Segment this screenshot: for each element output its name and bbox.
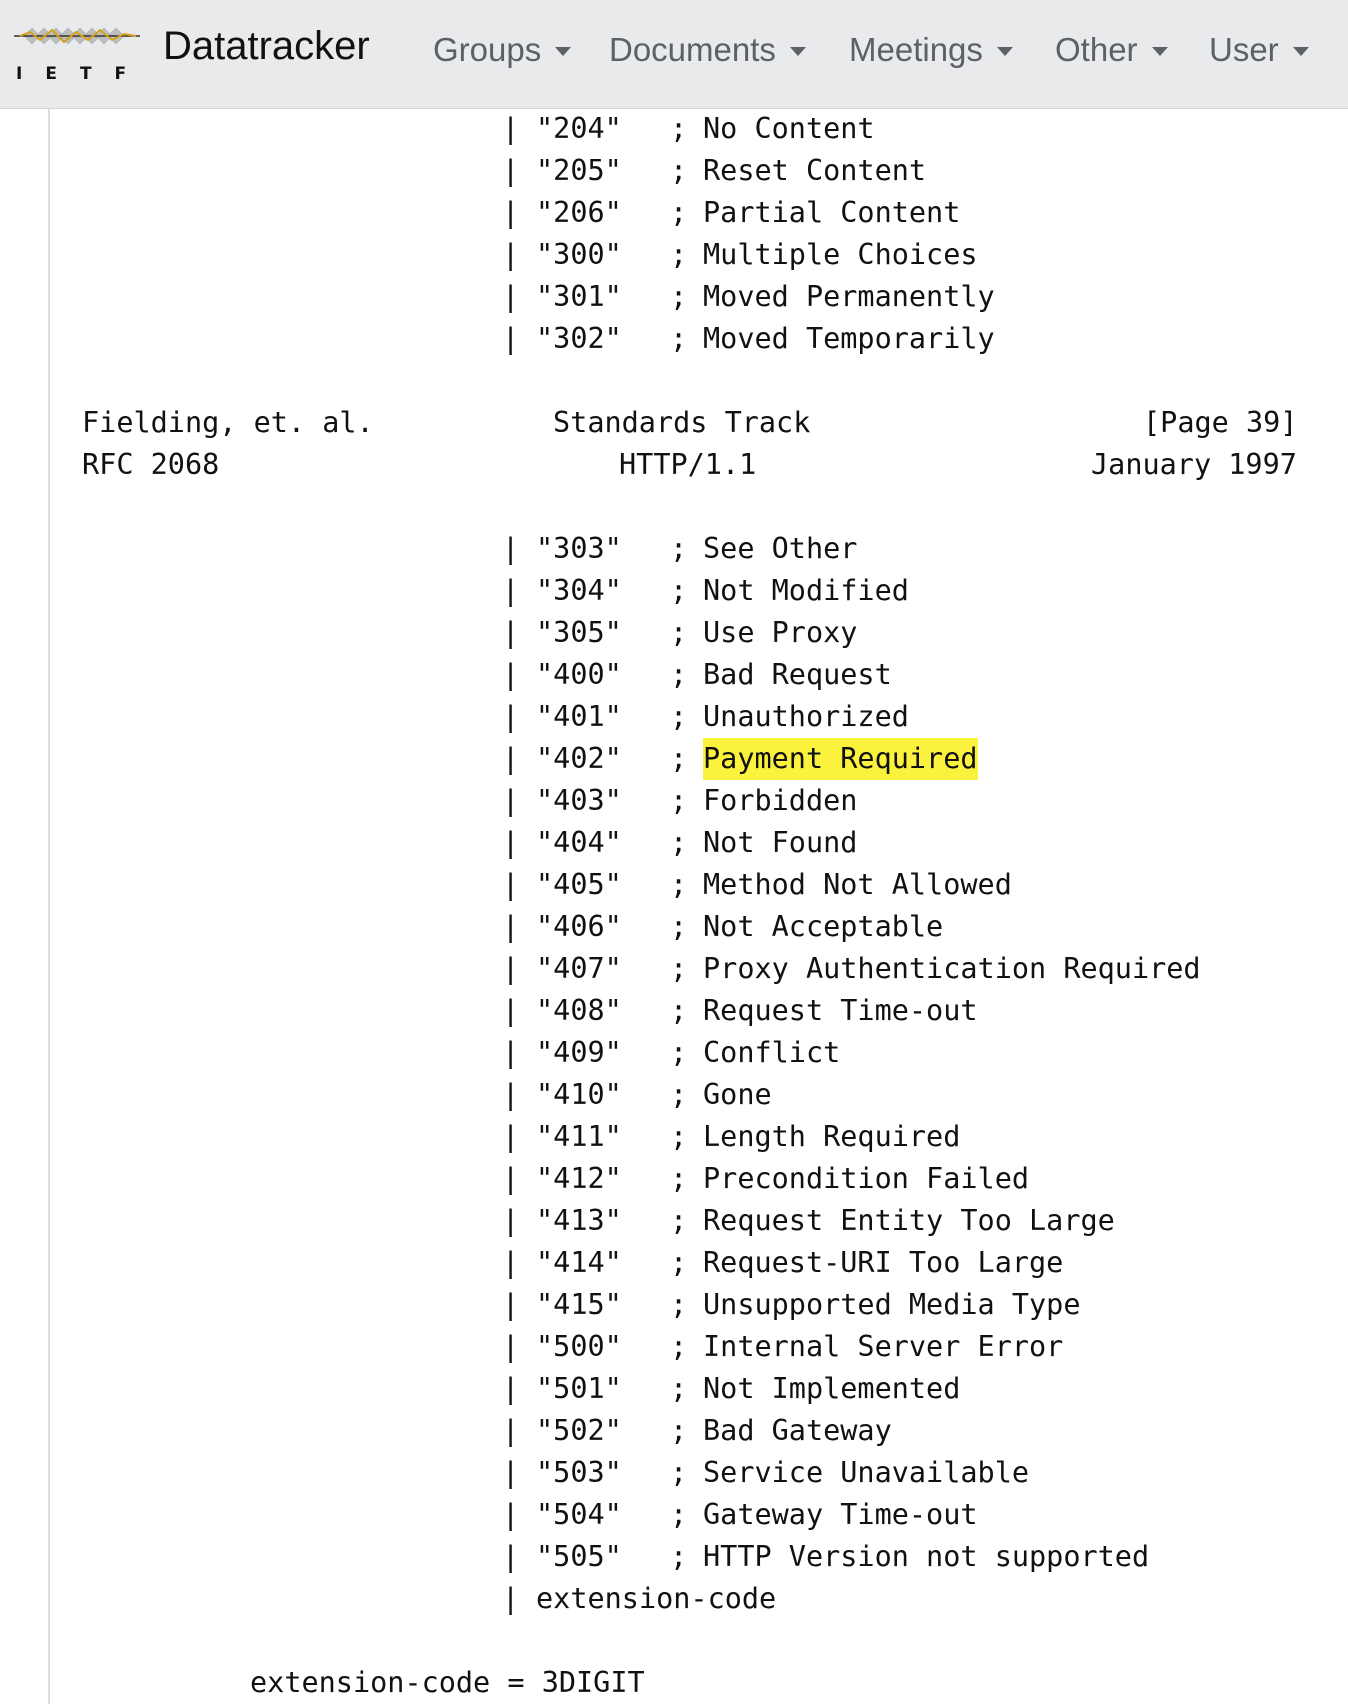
- status-code: "414": [536, 1246, 622, 1279]
- status-code: "411": [536, 1120, 622, 1153]
- ietf-logo-icon: [14, 18, 140, 58]
- status-code: "415": [536, 1288, 622, 1321]
- ietf-logo[interactable]: [14, 18, 150, 88]
- reason-phrase: No Content: [703, 112, 875, 145]
- caret-down-icon: [1152, 47, 1168, 56]
- status-code: "402": [536, 742, 622, 775]
- reason-phrase: Conflict: [703, 1036, 841, 1069]
- status-code: "304": [536, 574, 622, 607]
- status-code: "204": [536, 112, 622, 145]
- reason-phrase: Not Acceptable: [703, 910, 944, 943]
- alternation-bar: |: [502, 196, 520, 229]
- alternation-bar: |: [502, 1036, 520, 1069]
- alternation-bar: |: [502, 952, 520, 985]
- alternation-bar: |: [502, 1414, 520, 1447]
- alternation-bar: |: [502, 868, 520, 901]
- comment-marker: ;: [670, 868, 688, 901]
- alternation-bar: |: [502, 1162, 520, 1195]
- alternation-bar: |: [502, 1456, 520, 1489]
- status-code: "412": [536, 1162, 622, 1195]
- caret-down-icon: [1293, 47, 1309, 56]
- header-rfc-number: RFC 2068: [82, 448, 220, 481]
- status-code: "410": [536, 1078, 622, 1111]
- comment-marker: ;: [670, 1372, 688, 1405]
- comment-marker: ;: [670, 1246, 688, 1279]
- comment-marker: ;: [670, 1414, 688, 1447]
- reason-phrase: Forbidden: [703, 784, 858, 817]
- caret-down-icon: [790, 47, 806, 56]
- alternation-bar: |: [502, 784, 520, 817]
- alternation-bar: |: [502, 280, 520, 313]
- comment-marker: ;: [670, 1204, 688, 1237]
- header-title: HTTP/1.1: [619, 448, 757, 481]
- nav-meetings[interactable]: [849, 28, 1013, 72]
- reason-phrase: Payment Required: [703, 738, 978, 780]
- status-code: "501": [536, 1372, 622, 1405]
- status-code: "503": [536, 1456, 622, 1489]
- reason-phrase: Use Proxy: [703, 616, 858, 649]
- comment-marker: ;: [670, 1078, 688, 1111]
- status-code: "408": [536, 994, 622, 1027]
- comment-marker: ;: [670, 322, 688, 355]
- reason-phrase: Bad Gateway: [703, 1414, 892, 1447]
- footer-authors: Fielding, et. al.: [82, 406, 374, 439]
- reason-phrase: Moved Temporarily: [703, 322, 995, 355]
- reason-phrase: Service Unavailable: [703, 1456, 1030, 1489]
- status-code: "403": [536, 784, 622, 817]
- nav-other[interactable]: [1055, 28, 1168, 72]
- alternation-bar: |: [502, 826, 520, 859]
- reason-phrase: Request Time-out: [703, 994, 978, 1027]
- navbar: [0, 0, 1348, 109]
- alternation-bar: |: [502, 238, 520, 271]
- footer-page-number: [Page 39]: [1143, 406, 1298, 439]
- comment-marker: ;: [670, 616, 688, 649]
- nav-user[interactable]: [1209, 28, 1309, 72]
- comment-marker: ;: [670, 742, 688, 775]
- comment-marker: ;: [670, 1330, 688, 1363]
- status-code: "400": [536, 658, 622, 691]
- status-code: "504": [536, 1498, 622, 1531]
- extension-code-definition: extension-code = 3DIGIT: [250, 1666, 645, 1699]
- comment-marker: ;: [670, 574, 688, 607]
- caret-down-icon: [555, 47, 571, 56]
- status-code: "300": [536, 238, 622, 271]
- alternation-bar: |: [502, 616, 520, 649]
- nav-documents-label: Documents: [609, 31, 776, 68]
- alternation-bar: |: [502, 910, 520, 943]
- header-date: January 1997: [1091, 448, 1297, 481]
- reason-phrase: Moved Permanently: [703, 280, 995, 313]
- status-code: "505": [536, 1540, 622, 1573]
- comment-marker: ;: [670, 700, 688, 733]
- comment-marker: ;: [670, 994, 688, 1027]
- reason-phrase: Not Modified: [703, 574, 909, 607]
- alternation-bar: |: [502, 658, 520, 691]
- alternation-bar: |: [502, 574, 520, 607]
- reason-phrase: Unsupported Media Type: [703, 1288, 1081, 1321]
- reason-phrase: Partial Content: [703, 196, 961, 229]
- status-code: "305": [536, 616, 622, 649]
- nav-other-label: Other: [1055, 31, 1138, 68]
- comment-marker: ;: [670, 1288, 688, 1321]
- reason-phrase: Request Entity Too Large: [703, 1204, 1115, 1237]
- status-code: "301": [536, 280, 622, 313]
- comment-marker: ;: [670, 1540, 688, 1573]
- reason-phrase: Reset Content: [703, 154, 927, 187]
- reason-phrase: Precondition Failed: [703, 1162, 1030, 1195]
- reason-phrase: Unauthorized: [703, 700, 909, 733]
- status-code: "303": [536, 532, 622, 565]
- reason-phrase: Bad Request: [703, 658, 892, 691]
- alternation-bar: |: [502, 1078, 520, 1111]
- alternation-bar: |: [502, 154, 520, 187]
- reason-phrase: See Other: [703, 532, 858, 565]
- comment-marker: ;: [670, 238, 688, 271]
- status-code: "409": [536, 1036, 622, 1069]
- alternation-bar: |: [502, 742, 520, 775]
- alternation-bar: |: [502, 322, 520, 355]
- comment-marker: ;: [670, 784, 688, 817]
- alternation-bar: |: [502, 994, 520, 1027]
- alternation-bar: |: [502, 1540, 520, 1573]
- reason-phrase: Method Not Allowed: [703, 868, 1012, 901]
- status-code: "413": [536, 1204, 622, 1237]
- extension-code-alt: extension-code: [536, 1582, 777, 1615]
- comment-marker: ;: [670, 280, 688, 313]
- alternation-bar: |: [502, 1288, 520, 1321]
- comment-marker: ;: [670, 1498, 688, 1531]
- status-code: "500": [536, 1330, 622, 1363]
- content-left-border: [48, 109, 50, 1704]
- alternation-bar: |: [502, 1582, 520, 1615]
- reason-phrase: Gateway Time-out: [703, 1498, 978, 1531]
- reason-phrase: Request-URI Too Large: [703, 1246, 1064, 1279]
- reason-phrase: Multiple Choices: [703, 238, 978, 271]
- status-code: "406": [536, 910, 622, 943]
- logo-text: IETF: [16, 64, 150, 84]
- alternation-bar: |: [502, 1204, 520, 1237]
- alternation-bar: |: [502, 112, 520, 145]
- status-code: "302": [536, 322, 622, 355]
- reason-phrase: HTTP Version not supported: [703, 1540, 1150, 1573]
- alternation-bar: |: [502, 700, 520, 733]
- reason-phrase: Length Required: [703, 1120, 961, 1153]
- reason-phrase: Not Implemented: [703, 1372, 961, 1405]
- reason-phrase: Gone: [703, 1078, 772, 1111]
- comment-marker: ;: [670, 1120, 688, 1153]
- reason-phrase: Internal Server Error: [703, 1330, 1064, 1363]
- comment-marker: ;: [670, 952, 688, 985]
- comment-marker: ;: [670, 658, 688, 691]
- caret-down-icon: [997, 47, 1013, 56]
- comment-marker: ;: [670, 1162, 688, 1195]
- footer-category: Standards Track: [553, 406, 811, 439]
- alternation-bar: |: [502, 1330, 520, 1363]
- status-code: "206": [536, 196, 622, 229]
- status-code: "205": [536, 154, 622, 187]
- alternation-bar: |: [502, 1120, 520, 1153]
- nav-groups[interactable]: [433, 28, 571, 72]
- comment-marker: ;: [670, 1036, 688, 1069]
- status-code: "407": [536, 952, 622, 985]
- brand-title[interactable]: Datatracker: [163, 24, 370, 68]
- status-code: "404": [536, 826, 622, 859]
- nav-groups-label: Groups: [433, 31, 542, 68]
- comment-marker: ;: [670, 826, 688, 859]
- alternation-bar: |: [502, 1498, 520, 1531]
- reason-phrase: Proxy Authentication Required: [703, 952, 1201, 985]
- comment-marker: ;: [670, 910, 688, 943]
- status-code: "405": [536, 868, 622, 901]
- alternation-bar: |: [502, 1372, 520, 1405]
- nav-meetings-label: Meetings: [849, 31, 983, 68]
- alternation-bar: |: [502, 1246, 520, 1279]
- status-code: "502": [536, 1414, 622, 1447]
- comment-marker: ;: [670, 112, 688, 145]
- status-code: "401": [536, 700, 622, 733]
- alternation-bar: |: [502, 532, 520, 565]
- reason-phrase: Not Found: [703, 826, 858, 859]
- nav-user-label: User: [1209, 31, 1279, 68]
- comment-marker: ;: [670, 154, 688, 187]
- comment-marker: ;: [670, 532, 688, 565]
- comment-marker: ;: [670, 196, 688, 229]
- comment-marker: ;: [670, 1456, 688, 1489]
- nav-documents[interactable]: [609, 28, 806, 72]
